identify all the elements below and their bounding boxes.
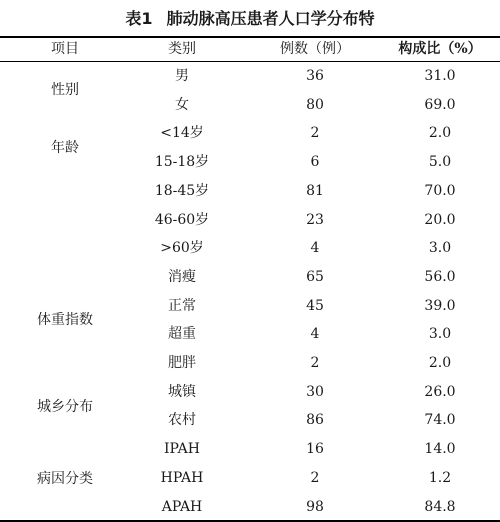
header-percent: 构成比（%）	[398, 41, 482, 57]
row-category: 18-45岁	[154, 182, 210, 199]
row-category: 女	[175, 96, 189, 113]
row-count: 30	[306, 383, 324, 400]
group-label-gender: 性别	[51, 82, 79, 98]
row-count: 16	[306, 441, 324, 458]
table-caption	[0, 4, 500, 34]
row-count: 45	[306, 297, 324, 314]
row-percent: 31.0	[424, 68, 456, 84]
row-category: IPAH	[164, 441, 200, 458]
row-category: APAH	[161, 498, 203, 515]
row-count: 4	[310, 326, 320, 343]
group-label-age: 年龄	[51, 140, 79, 156]
row-category: <14岁	[160, 125, 204, 142]
header-count: 例数（例）	[280, 41, 350, 57]
row-percent: 5.0	[428, 154, 452, 171]
row-count: 81	[306, 182, 324, 199]
row-category: 男	[175, 68, 189, 84]
row-count: 6	[310, 154, 320, 171]
row-percent: 3.0	[428, 240, 452, 257]
row-category: 15-18岁	[154, 154, 210, 171]
row-percent: 56.0	[424, 268, 456, 285]
row-category: >60岁	[160, 240, 204, 257]
row-category: 肥胖	[168, 355, 196, 371]
table-title: 肺动脉高压患者人口学分布特	[166, 9, 375, 28]
group-label-bmi: 体重指数	[37, 312, 93, 328]
row-percent: 74.0	[424, 412, 456, 429]
group-label-residence: 城乡分布	[37, 399, 93, 415]
row-category: 城镇	[168, 383, 196, 400]
row-count: 86	[306, 412, 324, 429]
row-percent: 20.0	[424, 211, 456, 228]
row-count: 98	[306, 498, 324, 515]
row-count: 65	[306, 268, 324, 285]
row-percent: 39.0	[424, 297, 456, 314]
group-label-etiology: 病因分类	[37, 471, 93, 487]
header-category: 类别	[168, 41, 196, 57]
row-percent: 3.0	[428, 326, 452, 343]
row-count: 2	[310, 355, 320, 371]
row-count: 4	[310, 240, 320, 257]
row-count: 36	[306, 68, 324, 84]
row-category: 46-60岁	[154, 211, 210, 228]
row-count: 2	[310, 469, 320, 486]
row-category: HPAH	[160, 469, 204, 486]
row-count: 23	[306, 211, 324, 228]
row-percent: 70.0	[424, 182, 456, 199]
row-percent: 2.0	[428, 355, 452, 371]
row-count: 80	[306, 96, 324, 113]
bottom-rule	[0, 520, 500, 522]
row-percent: 26.0	[424, 383, 456, 400]
row-category: 超重	[168, 326, 196, 343]
row-category: 消瘦	[168, 268, 196, 285]
row-percent: 2.0	[428, 125, 452, 142]
table-number: 表1	[125, 9, 153, 28]
row-percent: 84.8	[424, 498, 456, 515]
row-count: 2	[310, 125, 320, 142]
row-percent: 69.0	[424, 96, 456, 113]
row-percent: 1.2	[428, 469, 452, 486]
header-item: 项目	[51, 41, 79, 57]
row-category: 农村	[168, 412, 196, 429]
row-percent: 14.0	[424, 441, 456, 458]
row-category: 正常	[168, 297, 196, 314]
